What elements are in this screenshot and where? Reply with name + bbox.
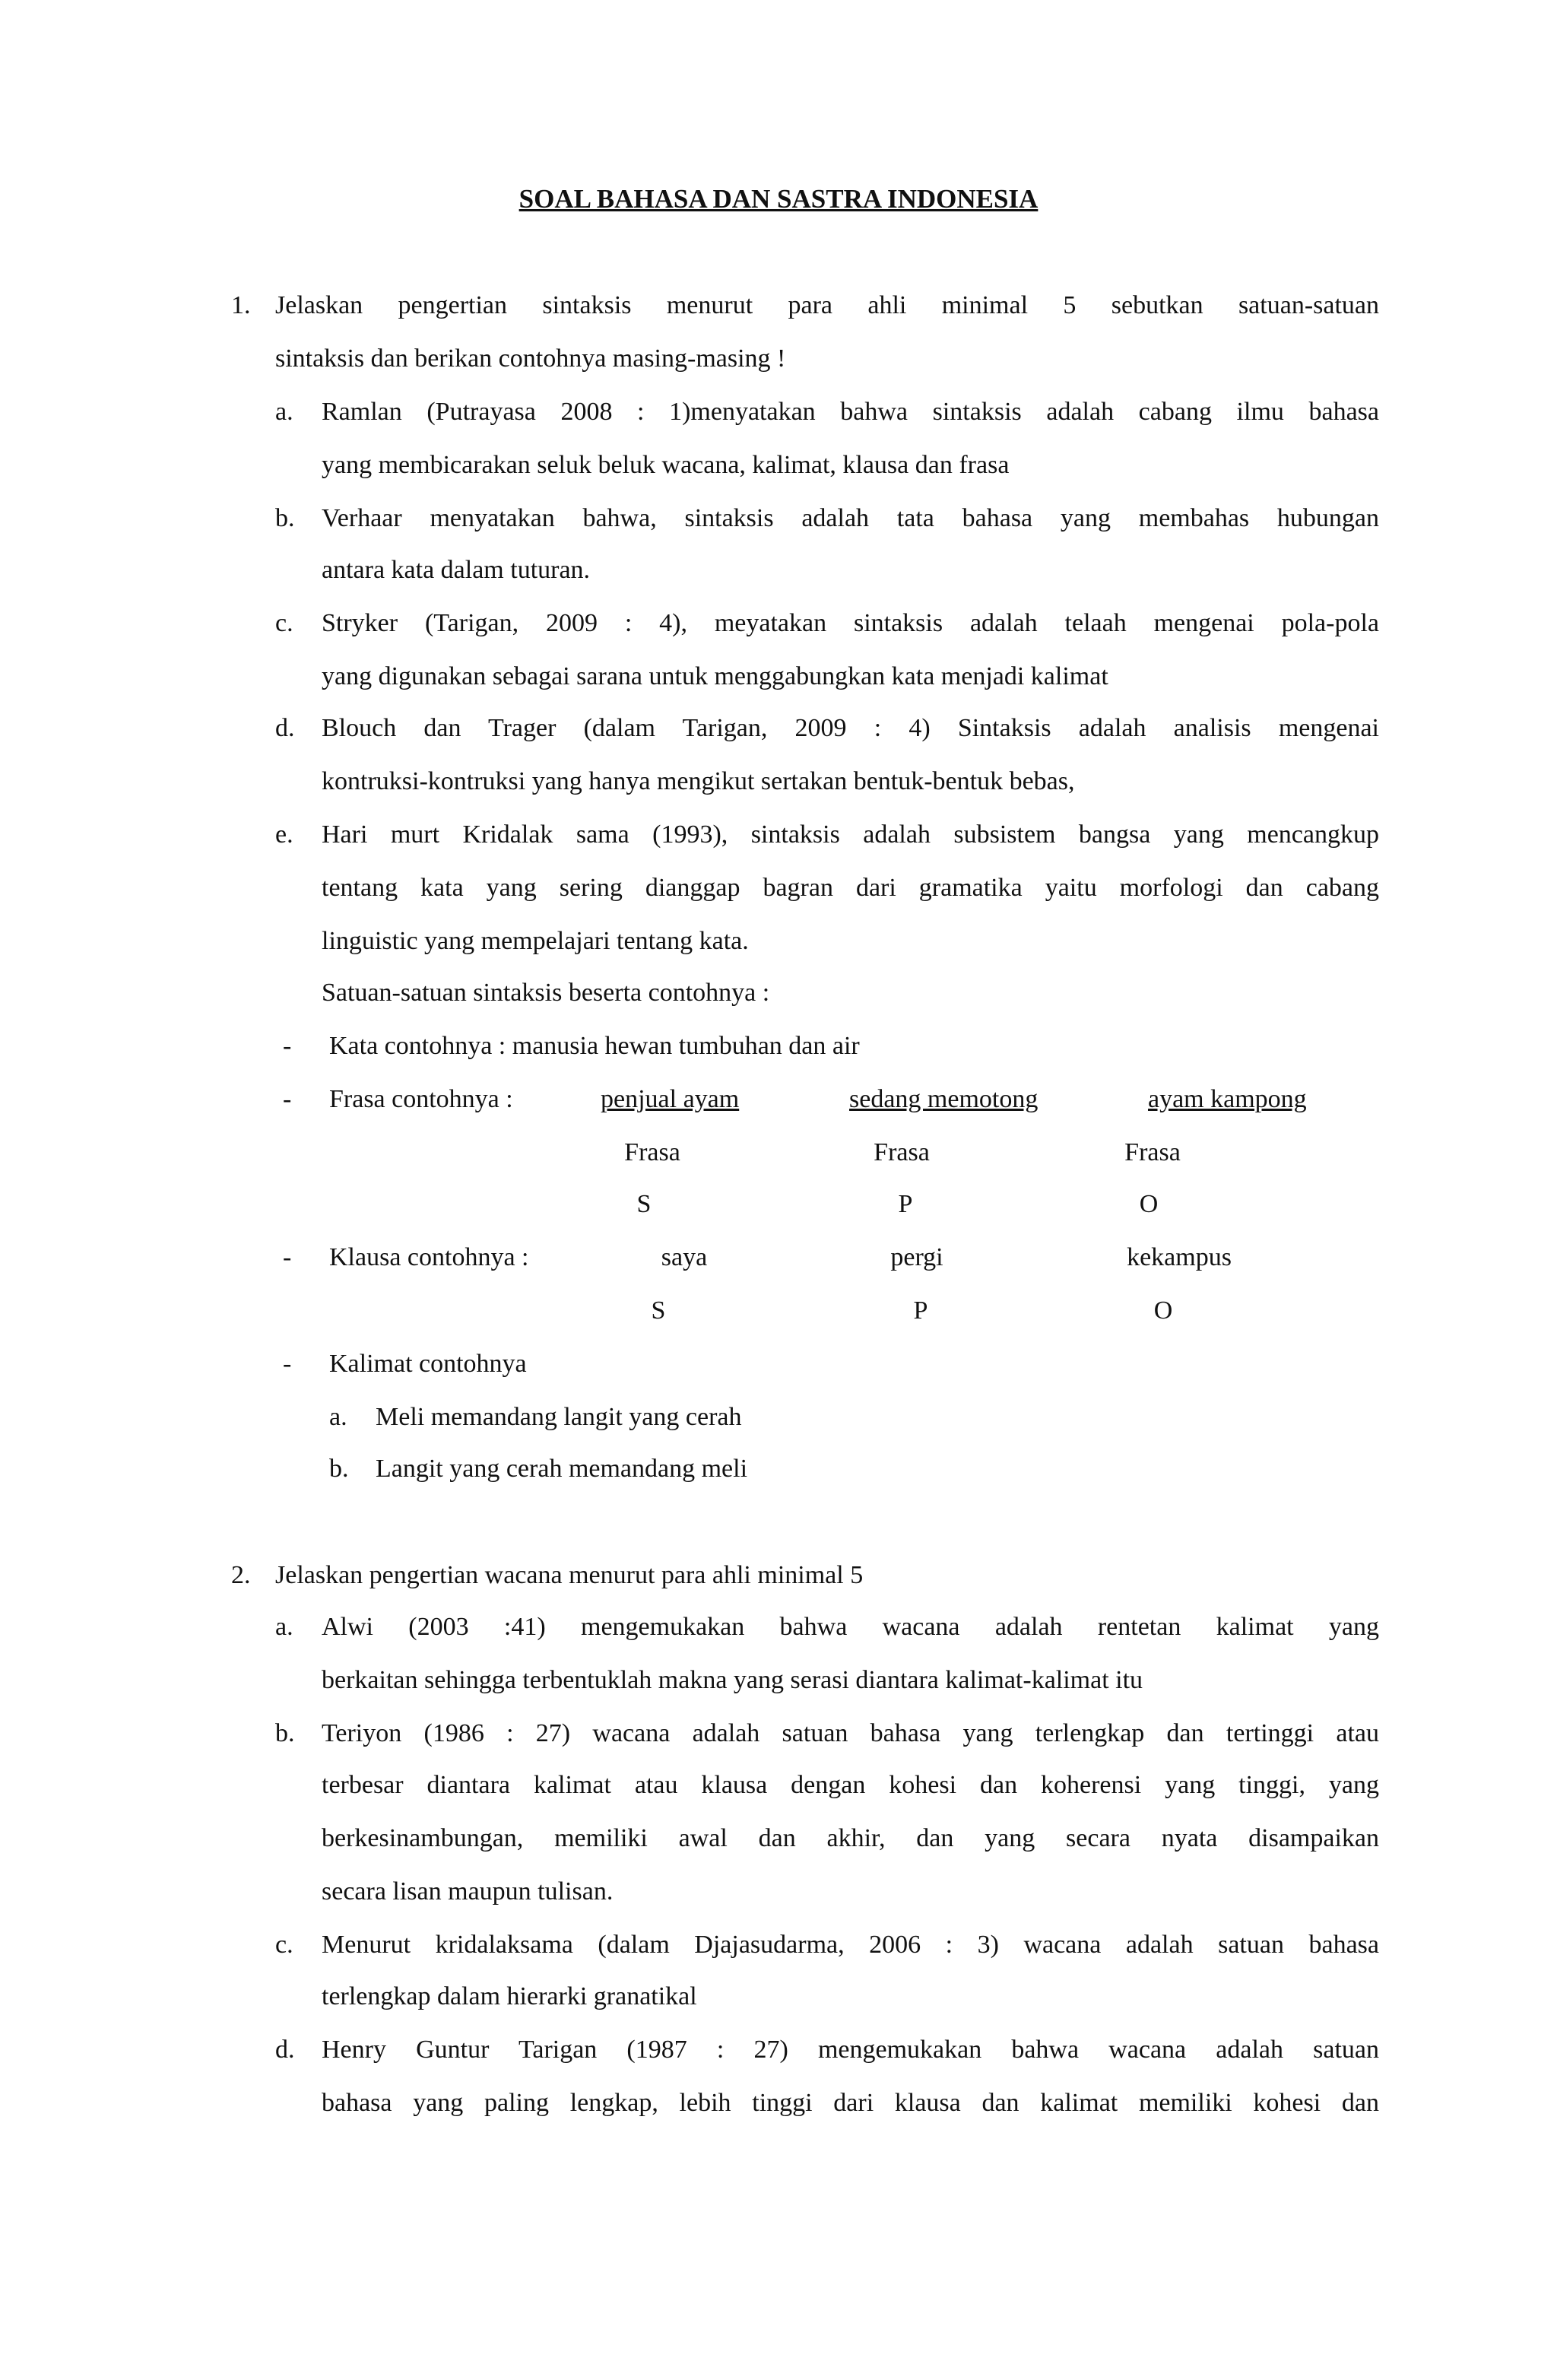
kata-example: Kata contohnya : manusia hewan tumbuhan dan air xyxy=(329,1032,860,1060)
list-marker: d. xyxy=(275,714,295,742)
klausa-example: pergi xyxy=(890,1243,943,1271)
list-marker: b. xyxy=(275,1719,295,1747)
list-item-text: Teriyon (1986 : 27) wacana adalah satuan bahasa yang terlengkap dan tertinggi atau xyxy=(322,1719,1379,1747)
list-item-text: berkesinambungan, memiliki awal dan akhir, dan yang secara nyata disampaikan xyxy=(322,1824,1379,1852)
list-item-text: Verhaar menyatakan bahwa, sintaksis adalah tata bahasa yang membahas hubungan xyxy=(322,504,1379,532)
frasa-example: penjual ayam xyxy=(601,1085,740,1113)
frasa-label: Frasa contohnya : xyxy=(329,1085,513,1113)
frasa-type: Frasa xyxy=(874,1138,930,1166)
list-item-text: Henry Guntur Tarigan (1987 : 27) mengemukakan bahwa wacana adalah satuan xyxy=(322,2036,1379,2064)
frasa-example: sedang memotong xyxy=(849,1085,1039,1113)
list-item-text: antara kata dalam tuturan. xyxy=(322,556,591,584)
list-item-text: yang digunakan sebagai sarana untuk menggabungkan kata menjadi kalimat xyxy=(322,662,1108,690)
kalimat-example: Meli memandang langit yang cerah xyxy=(376,1403,742,1431)
list-item-text: tentang kata yang sering dianggap bagran dari gramatika yaitu morfologi dan cabang xyxy=(322,874,1379,902)
klausa-role: O xyxy=(1153,1296,1173,1325)
list-marker: d. xyxy=(275,2036,295,2064)
klausa-label: Klausa contohnya : xyxy=(329,1243,529,1271)
list-item-text: kontruksi-kontruksi yang hanya mengikut sertakan bentuk-bentuk bebas, xyxy=(322,767,1075,795)
question-text: Jelaskan pengertian sintaksis menurut para ahli minimal 5 sebutkan satuan-satuan xyxy=(275,291,1379,319)
list-marker: b. xyxy=(329,1455,349,1483)
list-marker: c. xyxy=(275,1931,293,1959)
list-item-text: Blouch dan Trager (dalam Tarigan, 2009 : 4) Sintaksis adalah analisis mengenai xyxy=(322,714,1379,742)
list-item-text: Stryker (Tarigan, 2009 : 4), meyatakan sintaksis adalah telaah mengenai pola-pola xyxy=(322,609,1379,637)
klausa-role: S xyxy=(651,1296,666,1325)
dash-bullet: - xyxy=(283,1032,292,1060)
frasa-type: Frasa xyxy=(624,1138,680,1166)
frasa-example: ayam kampong xyxy=(1148,1085,1307,1113)
frasa-role: P xyxy=(898,1190,913,1218)
list-marker: a. xyxy=(329,1403,347,1431)
dash-bullet: - xyxy=(283,1243,292,1271)
kalimat-label: Kalimat contohnya xyxy=(329,1350,527,1378)
list-item-text: yang membicarakan seluk beluk wacana, kalimat, klausa dan frasa xyxy=(322,451,1010,479)
list-marker: a. xyxy=(275,398,293,426)
list-item-text: berkaitan sehingga terbentuklah makna yang serasi diantara kalimat-kalimat itu xyxy=(322,1666,1143,1694)
dash-bullet: - xyxy=(283,1350,292,1378)
klausa-role: P xyxy=(913,1296,928,1325)
document-title: SOAL BAHASA DAN SASTRA INDONESIA xyxy=(518,184,1039,214)
dash-bullet: - xyxy=(283,1085,292,1113)
list-marker: b. xyxy=(275,504,295,532)
question-text: Jelaskan pengertian wacana menurut para ahli minimal 5 xyxy=(275,1561,864,1589)
list-item-text: bahasa yang paling lengkap, lebih tinggi dari klausa dan kalimat memiliki kohesi dan xyxy=(322,2089,1379,2117)
klausa-example: kekampus xyxy=(1127,1243,1232,1271)
list-item-text: Menurut kridalaksama (dalam Djajasudarma, 2006 : 3) wacana adalah satuan bahasa xyxy=(322,1931,1379,1959)
list-item-text: Ramlan (Putrayasa 2008 : 1)menyatakan bahwa sintaksis adalah cabang ilmu bahasa xyxy=(322,398,1379,426)
list-item-text: secara lisan maupun tulisan. xyxy=(322,1877,614,1906)
list-marker: c. xyxy=(275,609,293,637)
frasa-type: Frasa xyxy=(1124,1138,1181,1166)
list-item-text: terlengkap dalam hierarki granatikal xyxy=(322,1982,697,2010)
question-number: 1. xyxy=(231,291,251,319)
list-item-text: linguistic yang mempelajari tentang kata. xyxy=(322,927,749,955)
section-intro: Satuan-satuan sintaksis beserta contohnya : xyxy=(322,979,770,1007)
list-marker: e. xyxy=(275,820,293,849)
frasa-role: S xyxy=(636,1190,652,1218)
list-item-text: terbesar diantara kalimat atau klausa dengan kohesi dan koherensi yang tinggi, yang xyxy=(322,1771,1379,1799)
list-marker: a. xyxy=(275,1613,293,1641)
klausa-example: saya xyxy=(661,1243,708,1271)
question-text: sintaksis dan berikan contohnya masing-masing ! xyxy=(275,344,786,373)
kalimat-example: Langit yang cerah memandang meli xyxy=(376,1455,748,1483)
question-number: 2. xyxy=(231,1561,251,1589)
list-item-text: Alwi (2003 :41) mengemukakan bahwa wacana adalah rentetan kalimat yang xyxy=(322,1613,1379,1641)
list-item-text: Hari murt Kridalak sama (1993), sintaksis adalah subsistem bangsa yang mencangkup xyxy=(322,820,1379,849)
frasa-role: O xyxy=(1139,1190,1159,1218)
